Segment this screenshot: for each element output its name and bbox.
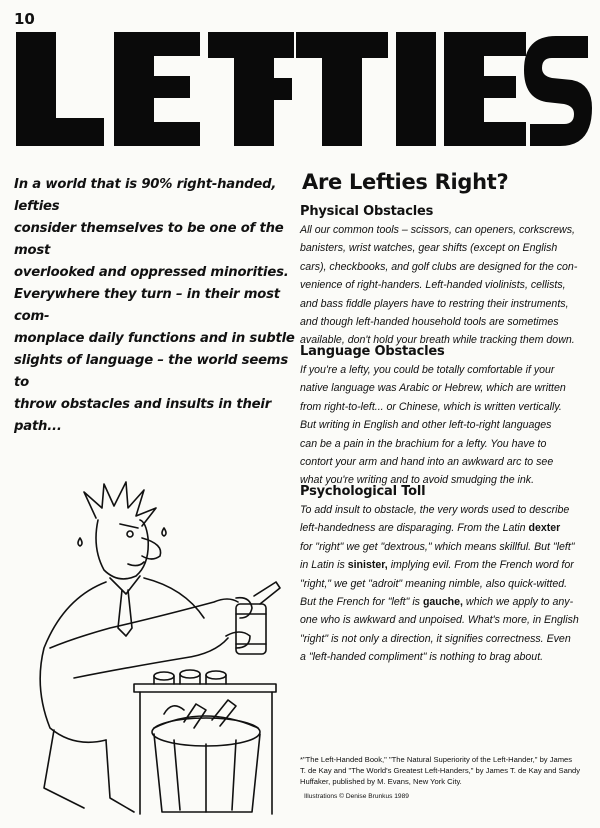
lefty-cartoon-illustration <box>14 478 284 818</box>
intro-line: throw obstacles and insults in their path... <box>14 397 271 434</box>
body-line: If you're a lefty, you could be totally comfortable if your <box>300 364 555 376</box>
body-line: All our common tools – scissors, can openers, corkscrews, <box>300 224 575 236</box>
intro-line: monplace daily functions and in subtle <box>14 331 295 346</box>
section-language-obstacles <box>300 344 588 490</box>
section-body <box>300 221 588 350</box>
term-sinister: sinister, <box>347 559 388 572</box>
body-line: implying evil. From the French word for <box>387 559 574 572</box>
section-body <box>300 361 588 490</box>
intro-line: In a world that is 90% right-handed, lefties <box>14 177 277 214</box>
body-line: "right" is not only a direction, it signifies correctness. Even <box>300 632 571 645</box>
footnote-line: Huffaker, published by M. Evans, New York City. <box>300 777 462 786</box>
body-line: left-handedness are disparaging. From the Latin <box>300 522 529 535</box>
body-line: can be a pain in the brachium for a lefty. You have to <box>300 437 547 450</box>
illustration-credit: Illustrations © Denise Brunkus 1989 <box>304 793 409 800</box>
body-line: To add insult to obstacle, the very words used to describe <box>300 504 570 516</box>
body-line: for "right" we get "dextrous," which means skillful. But "left" <box>300 540 575 553</box>
intro-paragraph <box>14 174 296 438</box>
body-line: and bass fiddle players have to restring their instruments, <box>300 297 569 310</box>
page-number: 10 <box>14 10 35 28</box>
body-line: and though left-handed household tools are sometimes <box>300 316 559 329</box>
lefties-masthead <box>12 28 592 150</box>
intro-line: overlooked and oppressed minorities. <box>14 265 289 280</box>
footnote <box>300 754 590 787</box>
body-line: native language was Arabic or Hebrew, which are written <box>300 382 566 395</box>
body-line: in Latin is <box>300 559 348 572</box>
body-line: "right," we get "adroit" meaning nimble, also quick-witted. <box>300 577 568 590</box>
body-line: available, don't hold your breath while tracking them down. <box>300 334 575 347</box>
section-heading: Psychological Toll <box>300 484 426 499</box>
body-line: But writing in English and other left-to-right languages <box>300 419 552 432</box>
body-line: a "left-handed compliment" is nothing to brag about. <box>300 651 544 664</box>
intro-line: Everywhere they turn – in their most com- <box>14 287 280 324</box>
term-gauche: gauche, <box>422 596 463 609</box>
body-line: from right-to-left... or Chinese, which is written vertically. <box>300 400 562 413</box>
intro-line: slights of language – the world seems to <box>14 353 288 390</box>
footnote-line: *"The Left-Handed Book," "The Natural Superiority of the Left-Hander," by James <box>300 755 573 764</box>
term-dexter: dexter <box>528 522 561 535</box>
section-heading: Language Obstacles <box>300 344 445 359</box>
body-line: banisters, wrist watches, gear shifts (except on English <box>300 242 558 255</box>
body-line: what you're writing and to avoid smudging the ink. <box>300 474 535 487</box>
body-line: But the French for "left" is <box>300 596 423 609</box>
section-physical-obstacles <box>300 204 588 350</box>
body-line: one who is awkward and unpoised. What's more, in English <box>300 614 579 627</box>
footnote-line: T. de Kay and "The World's Greatest Left-Handers," by James T. de Kay and Sandy <box>300 766 581 775</box>
body-line: contort your arm and hand into an awkward arc to see <box>300 456 554 469</box>
intro-line: consider themselves to be one of the most <box>14 221 284 258</box>
article-headline: Are Lefties Right? <box>302 170 509 194</box>
body-line: which we apply to any- <box>462 596 574 609</box>
body-line: venience of right-handers. Left-handed violinists, cellists, <box>300 279 566 292</box>
section-heading: Physical Obstacles <box>300 204 434 219</box>
section-psychological-toll <box>300 484 588 667</box>
section-body <box>300 501 588 667</box>
body-line: cars), checkbooks, and golf clubs are designed for the con- <box>300 260 578 273</box>
